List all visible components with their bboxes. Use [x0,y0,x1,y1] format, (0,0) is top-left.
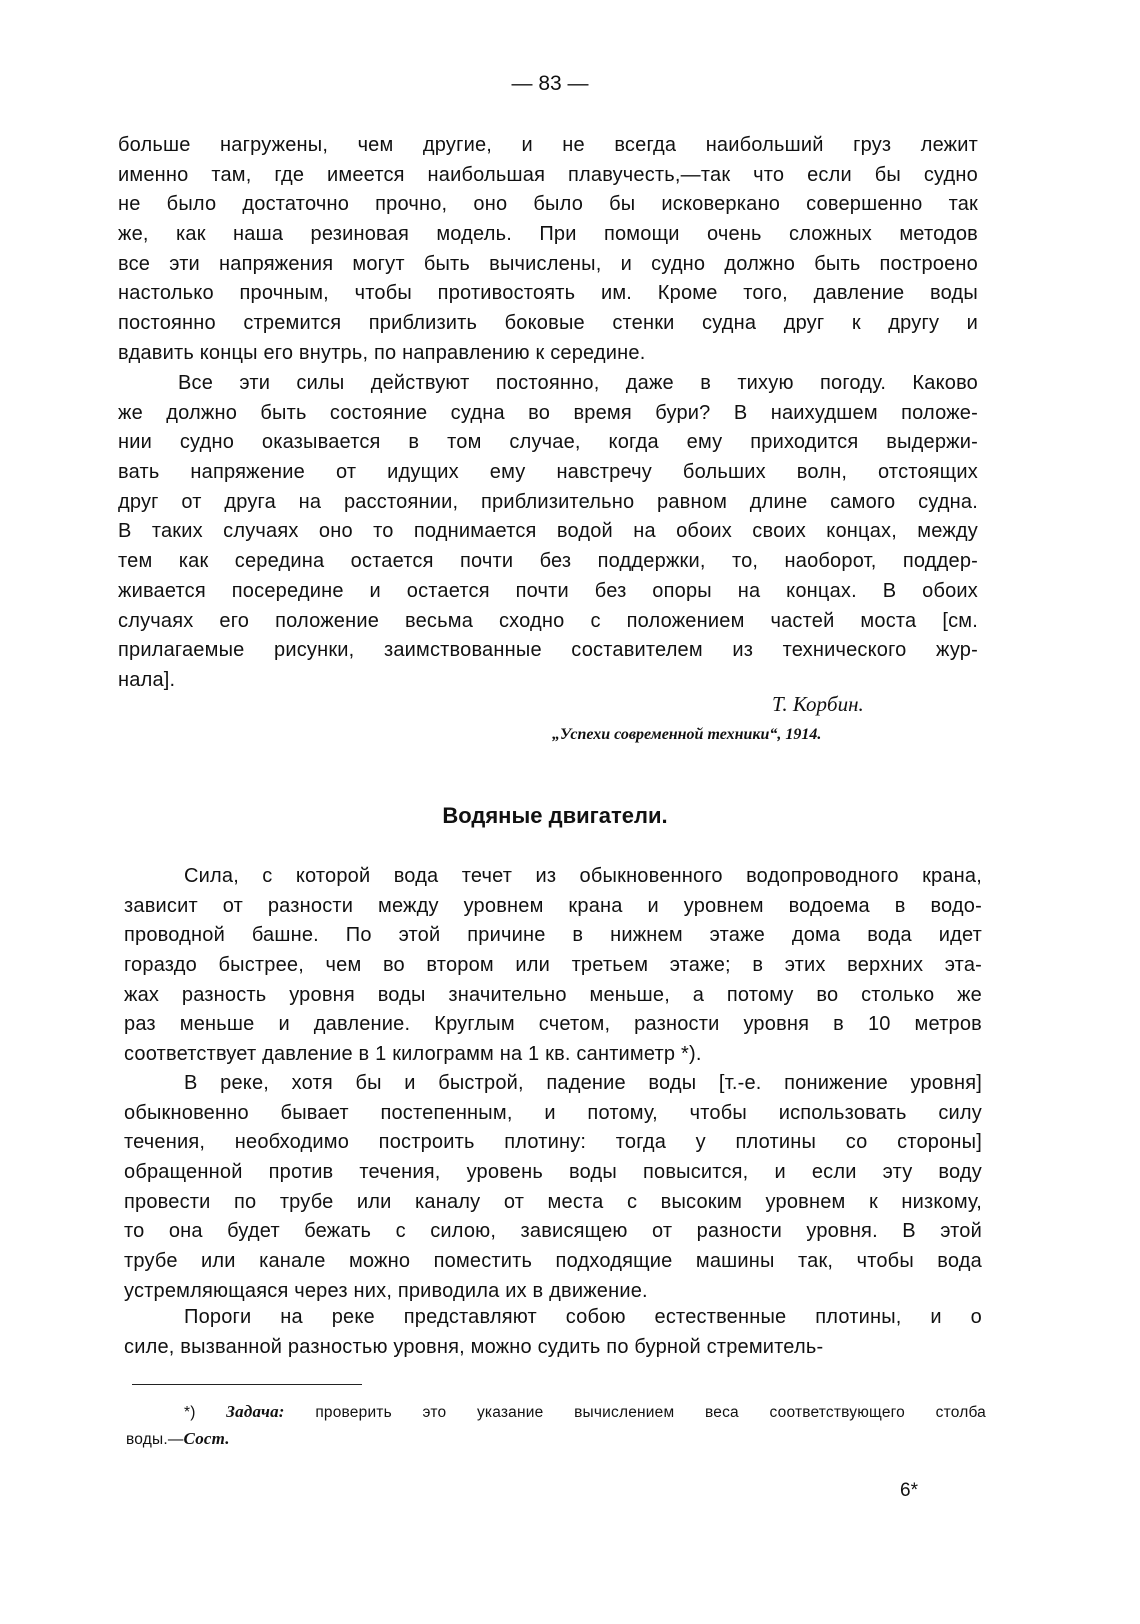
paragraph-5 [124,1303,982,1362]
text-line: случаях его положение весьма сходно с положением частей моста [см. [118,609,978,632]
section-heading: Водяные двигатели. [442,803,668,828]
paragraph-4 [124,1069,982,1307]
text-line: раз меньше и давление. Круглым счетом, разности уровня в 10 метров [124,1013,982,1036]
footnote [126,1398,986,1452]
footnote-divider [132,1384,362,1385]
text-line: не было достаточно прочно, оно было бы исковеркано совершенно так [118,193,978,216]
text-line: вдавить концы его внутрь, по направлению к середине. [118,341,646,364]
text-line: гораздо быстрее, чем во втором или третьем этаже; в этих верхних эта- [124,954,982,977]
text-line: В реке, хотя бы и быстрой, падение воды [т.-е. понижение уровня] [184,1072,982,1094]
text-line: устремляющаяся через них, приводила их в движение. [124,1279,648,1302]
footnote-text-cont: воды.— [126,1431,184,1448]
text-line: вать напряжение от идущих ему навстречу больших волн, отстоящих [118,461,978,484]
paragraph-2 [118,369,978,696]
text-line: силе, вызванной разностью уровня, можно судить по бурной стремитель- [124,1335,824,1358]
text-line: нии судно оказывается в том случае, когда ему приходится выдержи- [118,431,978,454]
text-line: соответствует давление в 1 килограмм на 1 кв. сантиметр *). [124,1043,702,1066]
text-line: Сила, с которой вода течет из обыкновенного водопроводного крана, [184,865,982,887]
text-line: проводной башне. По этой причине в нижнем этаже дома вода идет [124,924,982,947]
author-signature: Т. Корбин. [772,692,864,716]
text-line: жах разность уровня воды значительно меньше, а потому во столько же [124,983,982,1006]
text-line: больше нагружены, чем другие, и не всегда наибольший груз лежит [118,134,978,156]
text-line: обыкновенно бывает постепенным, и потому, чтобы использовать силу [124,1101,982,1124]
text-line: все эти напряжения могут быть вычислены, и судно должно быть построено [118,252,978,275]
text-line: Все эти силы действуют постоянно, даже в тихую погоду. Каково [178,372,978,394]
text-line: нала]. [118,668,176,691]
footnote-sign: Сост. [183,1429,230,1448]
text-line: настолько прочным, чтобы противостоять им. Кроме того, давление воды [118,282,978,305]
text-line: тем как середина остается почти без поддержки, то, наоборот, поддер- [118,550,978,573]
text-line: именно там, где имеется наибольшая плавучесть,—так что если бы судно [118,163,978,186]
text-line: живается посередине и остается почти без опоры на концах. В обоих [118,579,978,602]
page-number: — 83 — [511,72,589,95]
paragraph-3 [124,862,982,1070]
footnote-label: Задача: [226,1402,285,1421]
text-line: то она будет бежать с силою, зависящею от разности уровня. В этой [124,1220,982,1243]
text-line: обращенной против течения, уровень воды повысится, и если эту воду [124,1161,982,1184]
text-line: зависит от разности между уровнем крана и уровнем водоема в водо- [124,894,982,917]
footnote-text: проверить это указание вычислением веса соответствующего столба [315,1404,986,1421]
text-line: течения, необходимо построить плотину: тогда у плотины со стороны] [124,1131,982,1154]
text-line: провести по трубе или каналу от места с высоким уровнем к низкому, [124,1190,982,1213]
text-line: друг от друга на расстоянии, приблизительно равном длине самого судна. [118,490,978,513]
source-citation: „Успехи современной техники“, 1914. [552,726,822,743]
text-line: же, как наша резиновая модель. При помощи очень сложных методов [118,223,978,246]
footnote-mark: *) [184,1404,196,1421]
paragraph-1 [118,131,978,369]
text-line: трубе или канале можно поместить подходящие машины так, чтобы вода [124,1250,982,1273]
text-line: постоянно стремится приблизить боковые стенки судна друг к другу и [118,312,978,335]
text-line: же должно быть состояние судна во время бури? В наихудшем положе- [118,401,978,424]
text-line: прилагаемые рисунки, заимствованные составителем из технического жур- [118,639,978,662]
text-line: Пороги на реке представляют собою естественные плотины, и о [184,1306,982,1328]
text-line: В таких случаях оно то поднимается водой на обоих своих концах, между [118,520,978,543]
signature-mark: 6* [900,1480,918,1501]
